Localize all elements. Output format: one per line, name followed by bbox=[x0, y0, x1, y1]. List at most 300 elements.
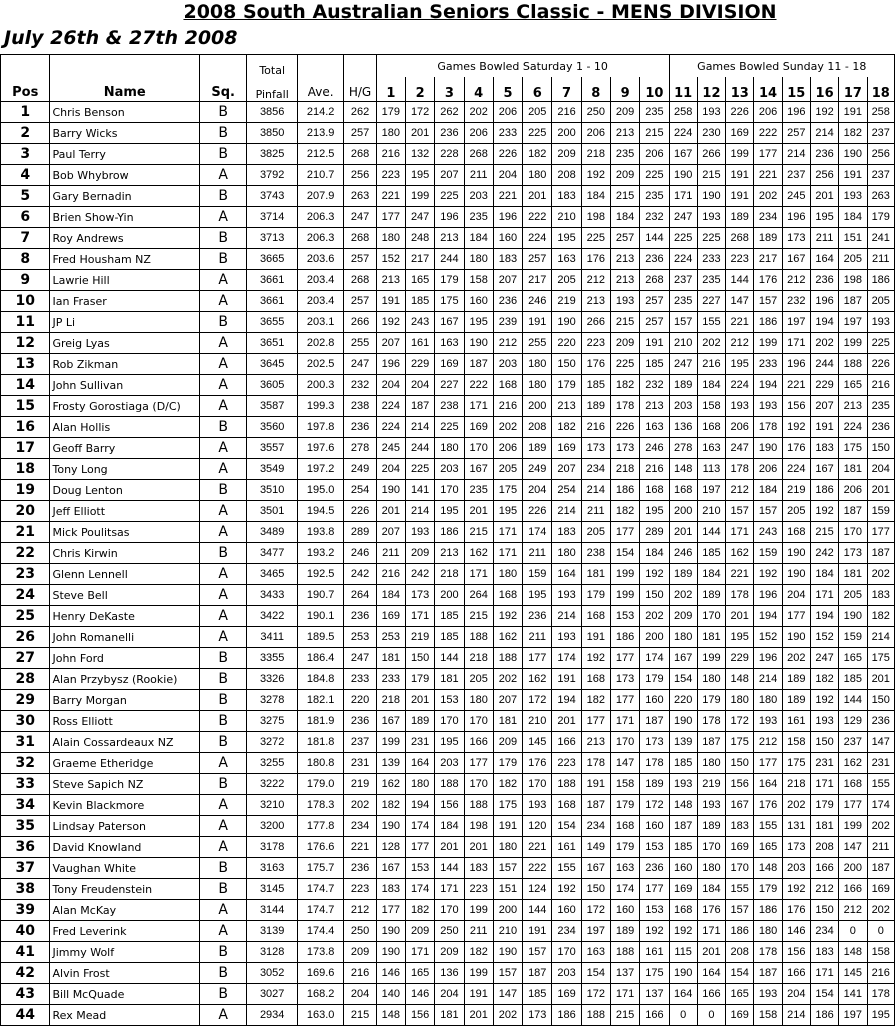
table-row bbox=[1, 375, 895, 396]
average-cell: 186.4 bbox=[297, 648, 343, 669]
game-score-cell-8: 178 bbox=[581, 753, 610, 774]
game-score-cell-9: 174 bbox=[610, 879, 639, 900]
game-score-cell-6: 145 bbox=[523, 732, 552, 753]
bowler-name-cell: Brien Show-Yin bbox=[50, 207, 199, 228]
game-score-cell-1: 140 bbox=[376, 984, 405, 1005]
bowler-name-cell: Greig Lyas bbox=[50, 333, 199, 354]
table-row bbox=[1, 858, 895, 879]
game-score-cell-4: 215 bbox=[464, 522, 493, 543]
game-score-cell-12: 176 bbox=[697, 900, 725, 921]
game-score-cell-6: 255 bbox=[523, 333, 552, 354]
game-score-cell-16: 256 bbox=[810, 165, 838, 186]
game-score-cell-5: 226 bbox=[493, 144, 522, 165]
game-score-cell-10: 232 bbox=[640, 207, 669, 228]
game-score-cell-3: 207 bbox=[435, 165, 464, 186]
game-score-cell-5: 171 bbox=[493, 543, 522, 564]
game-score-cell-1: 224 bbox=[376, 417, 405, 438]
game-score-cell-2: 174 bbox=[405, 879, 434, 900]
bowler-name-cell: John Ford bbox=[50, 648, 199, 669]
game-score-cell-16: 167 bbox=[810, 459, 838, 480]
squad-cell: B bbox=[199, 480, 246, 501]
bowler-name-cell: David Knowland bbox=[50, 837, 199, 858]
game-score-cell-18: 187 bbox=[867, 543, 895, 564]
game-score-cell-15: 212 bbox=[782, 270, 810, 291]
game-score-cell-8: 218 bbox=[581, 144, 610, 165]
game-score-cell-11: 190 bbox=[669, 711, 697, 732]
game-score-cell-13: 169 bbox=[726, 1005, 754, 1026]
game-score-cell-15: 196 bbox=[782, 102, 810, 123]
game-score-cell-16: 215 bbox=[810, 522, 838, 543]
game-score-cell-9: 215 bbox=[610, 312, 639, 333]
squad-cell: B bbox=[199, 690, 246, 711]
game-score-cell-3: 228 bbox=[435, 144, 464, 165]
game-score-cell-18: 236 bbox=[867, 711, 895, 732]
position-cell: 37 bbox=[1, 858, 50, 879]
game-score-cell-13: 193 bbox=[726, 396, 754, 417]
table-row bbox=[1, 417, 895, 438]
hg-header: H/G bbox=[344, 77, 376, 102]
game-score-cell-17: 198 bbox=[839, 270, 867, 291]
game-score-cell-13: 223 bbox=[726, 249, 754, 270]
game-score-cell-16: 211 bbox=[810, 228, 838, 249]
game-score-cell-10: 236 bbox=[640, 858, 669, 879]
game-score-cell-11: 190 bbox=[669, 165, 697, 186]
game-score-cell-10: 150 bbox=[640, 585, 669, 606]
average-cell: 197.2 bbox=[297, 459, 343, 480]
game-score-cell-7: 208 bbox=[552, 165, 581, 186]
game-score-cell-14: 193 bbox=[754, 984, 782, 1005]
game-score-cell-17: 165 bbox=[839, 648, 867, 669]
game-score-cell-1: 184 bbox=[376, 585, 405, 606]
game-score-cell-4: 162 bbox=[464, 543, 493, 564]
game-score-cell-4: 211 bbox=[464, 921, 493, 942]
game-score-cell-8: 163 bbox=[581, 942, 610, 963]
game-score-cell-12: 180 bbox=[697, 753, 725, 774]
bowler-name-cell: Alvin Frost bbox=[50, 963, 199, 984]
game-score-cell-9: 186 bbox=[610, 480, 639, 501]
game-score-cell-7: 161 bbox=[552, 837, 581, 858]
game-score-cell-17: 185 bbox=[839, 669, 867, 690]
game-score-cell-9: 209 bbox=[610, 102, 639, 123]
game-score-cell-12: 158 bbox=[697, 396, 725, 417]
game-score-cell-8: 234 bbox=[581, 816, 610, 837]
position-cell: 16 bbox=[1, 417, 50, 438]
high-game-cell: 254 bbox=[344, 480, 376, 501]
bowler-name-cell: Roy Andrews bbox=[50, 228, 199, 249]
average-cell: 176.6 bbox=[297, 837, 343, 858]
game-score-cell-11: 168 bbox=[669, 900, 697, 921]
position-cell: 34 bbox=[1, 795, 50, 816]
total-pinfall-cell: 3275 bbox=[247, 711, 298, 732]
game-score-cell-3: 185 bbox=[435, 627, 464, 648]
total-pinfall-cell: 3278 bbox=[247, 690, 298, 711]
game-score-cell-12: 164 bbox=[697, 963, 725, 984]
game-score-cell-8: 211 bbox=[581, 501, 610, 522]
game-score-cell-13: 191 bbox=[726, 186, 754, 207]
game-score-cell-10: 153 bbox=[640, 837, 669, 858]
game-score-cell-12: 225 bbox=[697, 228, 725, 249]
game-score-cell-12: 180 bbox=[697, 858, 725, 879]
game-score-cell-2: 209 bbox=[405, 543, 434, 564]
position-cell: 26 bbox=[1, 627, 50, 648]
average-cell: 193.2 bbox=[297, 543, 343, 564]
total-pinfall-cell: 3655 bbox=[247, 312, 298, 333]
game-score-cell-6: 217 bbox=[523, 270, 552, 291]
game-score-cell-13: 171 bbox=[726, 522, 754, 543]
bowler-name-cell: Chris Kirwin bbox=[50, 543, 199, 564]
game-score-cell-18: 226 bbox=[867, 354, 895, 375]
game-score-cell-16: 150 bbox=[810, 732, 838, 753]
game-score-cell-1: 216 bbox=[376, 144, 405, 165]
game-score-cell-14: 158 bbox=[754, 1005, 782, 1026]
total-pinfall-cell: 3465 bbox=[247, 564, 298, 585]
game-score-cell-5: 188 bbox=[493, 648, 522, 669]
game-score-cell-7: 150 bbox=[552, 354, 581, 375]
game-score-cell-6: 120 bbox=[523, 816, 552, 837]
game-score-cell-16: 150 bbox=[810, 900, 838, 921]
game-score-cell-14: 202 bbox=[754, 186, 782, 207]
game-score-cell-18: 175 bbox=[867, 648, 895, 669]
game-score-cell-8: 185 bbox=[581, 375, 610, 396]
game-score-cell-16: 182 bbox=[810, 669, 838, 690]
game-score-cell-7: 195 bbox=[552, 228, 581, 249]
game-score-cell-7: 194 bbox=[552, 690, 581, 711]
game-score-cell-1: 148 bbox=[376, 1005, 405, 1026]
game-score-cell-2: 243 bbox=[405, 312, 434, 333]
game-score-cell-9: 199 bbox=[610, 564, 639, 585]
game-score-cell-1: 146 bbox=[376, 963, 405, 984]
game-score-cell-18: 214 bbox=[867, 627, 895, 648]
game-score-cell-11: 171 bbox=[669, 186, 697, 207]
average-cell: 206.3 bbox=[297, 228, 343, 249]
game-score-cell-3: 218 bbox=[435, 564, 464, 585]
game-score-cell-8: 213 bbox=[581, 291, 610, 312]
game-score-cell-17: 168 bbox=[839, 774, 867, 795]
total-pinfall-cell: 3477 bbox=[247, 543, 298, 564]
position-cell: 44 bbox=[1, 1005, 50, 1026]
position-cell: 32 bbox=[1, 753, 50, 774]
game-score-cell-9: 226 bbox=[610, 417, 639, 438]
game-score-cell-5: 191 bbox=[493, 816, 522, 837]
table-row bbox=[1, 984, 895, 1005]
game-score-cell-5: 202 bbox=[493, 417, 522, 438]
game-score-cell-5: 175 bbox=[493, 480, 522, 501]
bowler-name-cell: Gary Bernadin bbox=[50, 186, 199, 207]
game-score-cell-5: 202 bbox=[493, 1005, 522, 1026]
game-score-cell-18: 193 bbox=[867, 312, 895, 333]
game-score-cell-11: 148 bbox=[669, 795, 697, 816]
game-score-cell-8: 213 bbox=[581, 732, 610, 753]
game-score-cell-12: 193 bbox=[697, 795, 725, 816]
position-cell: 8 bbox=[1, 249, 50, 270]
game-score-cell-7: 179 bbox=[552, 375, 581, 396]
game-score-cell-13: 178 bbox=[726, 459, 754, 480]
game-score-cell-8: 184 bbox=[581, 186, 610, 207]
bowler-name-cell: Graeme Etheridge bbox=[50, 753, 199, 774]
game-score-cell-7: 190 bbox=[552, 312, 581, 333]
position-cell: 11 bbox=[1, 312, 50, 333]
game-score-cell-9: 163 bbox=[610, 858, 639, 879]
squad-cell: B bbox=[199, 963, 246, 984]
game-score-cell-16: 194 bbox=[810, 312, 838, 333]
game-score-cell-18: 202 bbox=[867, 900, 895, 921]
game-score-cell-11: 202 bbox=[669, 585, 697, 606]
game-score-cell-13: 183 bbox=[726, 816, 754, 837]
game-score-cell-6: 210 bbox=[523, 711, 552, 732]
game-score-cell-16: 236 bbox=[810, 270, 838, 291]
total-pinfall-cell: 3549 bbox=[247, 459, 298, 480]
game-score-cell-2: 173 bbox=[405, 585, 434, 606]
average-cell: 178.3 bbox=[297, 795, 343, 816]
game-score-cell-9: 213 bbox=[610, 249, 639, 270]
game-score-cell-17: 181 bbox=[839, 564, 867, 585]
high-game-cell: 236 bbox=[344, 711, 376, 732]
game-score-cell-14: 233 bbox=[754, 354, 782, 375]
high-game-cell: 268 bbox=[344, 144, 376, 165]
high-game-cell: 238 bbox=[344, 396, 376, 417]
game-score-cell-15: 205 bbox=[782, 501, 810, 522]
game-score-cell-8: 168 bbox=[581, 669, 610, 690]
game-score-cell-6: 124 bbox=[523, 879, 552, 900]
bowler-name-cell: Vaughan White bbox=[50, 858, 199, 879]
game-score-cell-1: 196 bbox=[376, 354, 405, 375]
game-header-7: 7 bbox=[552, 77, 581, 102]
position-cell: 10 bbox=[1, 291, 50, 312]
game-score-cell-16: 171 bbox=[810, 585, 838, 606]
bowler-name-cell: Geoff Barry bbox=[50, 438, 199, 459]
game-score-cell-10: 192 bbox=[640, 564, 669, 585]
game-score-cell-10: 177 bbox=[640, 879, 669, 900]
game-score-cell-1: 201 bbox=[376, 501, 405, 522]
sq-header: Sq. bbox=[199, 77, 246, 102]
game-score-cell-14: 157 bbox=[754, 291, 782, 312]
bowler-name-cell: Henry DeKaste bbox=[50, 606, 199, 627]
game-score-cell-9: 213 bbox=[610, 123, 639, 144]
game-score-cell-4: 264 bbox=[464, 585, 493, 606]
game-score-cell-13: 195 bbox=[726, 627, 754, 648]
game-score-cell-10: 191 bbox=[640, 333, 669, 354]
game-score-cell-10: 184 bbox=[640, 543, 669, 564]
game-score-cell-6: 257 bbox=[523, 249, 552, 270]
game-score-cell-17: 205 bbox=[839, 585, 867, 606]
game-score-cell-13: 201 bbox=[726, 606, 754, 627]
game-score-cell-4: 218 bbox=[464, 648, 493, 669]
game-score-cell-3: 225 bbox=[435, 186, 464, 207]
table-row bbox=[1, 648, 895, 669]
game-score-cell-4: 184 bbox=[464, 228, 493, 249]
game-score-cell-1: 190 bbox=[376, 480, 405, 501]
game-score-cell-9: 184 bbox=[610, 207, 639, 228]
table-row bbox=[1, 669, 895, 690]
game-score-cell-5: 239 bbox=[493, 312, 522, 333]
table-row bbox=[1, 690, 895, 711]
game-score-cell-15: 237 bbox=[782, 165, 810, 186]
squad-cell: B bbox=[199, 312, 246, 333]
game-score-cell-5: 221 bbox=[493, 186, 522, 207]
game-score-cell-10: 137 bbox=[640, 984, 669, 1005]
game-score-cell-2: 174 bbox=[405, 816, 434, 837]
game-score-cell-14: 196 bbox=[754, 648, 782, 669]
game-score-cell-4: 177 bbox=[464, 753, 493, 774]
total-pinfall-cell: 3661 bbox=[247, 291, 298, 312]
game-score-cell-10: 160 bbox=[640, 816, 669, 837]
game-score-cell-2: 195 bbox=[405, 165, 434, 186]
game-score-cell-13: 212 bbox=[726, 480, 754, 501]
average-cell: 190.1 bbox=[297, 606, 343, 627]
game-score-cell-5: 210 bbox=[493, 921, 522, 942]
game-score-cell-6: 144 bbox=[523, 900, 552, 921]
average-cell: 180.8 bbox=[297, 753, 343, 774]
bowler-name-cell: Paul Terry bbox=[50, 144, 199, 165]
game-score-cell-13: 191 bbox=[726, 165, 754, 186]
game-score-cell-3: 244 bbox=[435, 249, 464, 270]
game-score-cell-7: 186 bbox=[552, 1005, 581, 1026]
game-score-cell-4: 187 bbox=[464, 354, 493, 375]
game-score-cell-18: 237 bbox=[867, 123, 895, 144]
game-score-cell-4: 215 bbox=[464, 606, 493, 627]
high-game-cell: 236 bbox=[344, 417, 376, 438]
game-score-cell-8: 234 bbox=[581, 459, 610, 480]
game-score-cell-15: 203 bbox=[782, 858, 810, 879]
game-score-cell-4: 201 bbox=[464, 1005, 493, 1026]
game-score-cell-13: 221 bbox=[726, 564, 754, 585]
game-score-cell-14: 187 bbox=[754, 963, 782, 984]
game-header-12: 12 bbox=[697, 77, 725, 102]
squad-cell: A bbox=[199, 207, 246, 228]
game-score-cell-8: 188 bbox=[581, 1005, 610, 1026]
game-score-cell-15: 175 bbox=[782, 753, 810, 774]
game-score-cell-14: 186 bbox=[754, 312, 782, 333]
game-score-cell-15: 192 bbox=[782, 879, 810, 900]
position-cell: 30 bbox=[1, 711, 50, 732]
game-score-cell-15: 173 bbox=[782, 228, 810, 249]
total-pinfall-cell: 3027 bbox=[247, 984, 298, 1005]
squad-cell: A bbox=[199, 606, 246, 627]
game-score-cell-11: 168 bbox=[669, 480, 697, 501]
game-score-cell-6: 195 bbox=[523, 585, 552, 606]
game-score-cell-12: 189 bbox=[697, 585, 725, 606]
game-score-cell-14: 176 bbox=[754, 270, 782, 291]
table-row bbox=[1, 102, 895, 123]
game-score-cell-9: 225 bbox=[610, 354, 639, 375]
position-cell: 23 bbox=[1, 564, 50, 585]
game-score-cell-1: 245 bbox=[376, 438, 405, 459]
game-score-cell-3: 236 bbox=[435, 123, 464, 144]
game-score-cell-10: 236 bbox=[640, 249, 669, 270]
game-score-cell-14: 206 bbox=[754, 102, 782, 123]
table-row bbox=[1, 480, 895, 501]
game-score-cell-13: 154 bbox=[726, 963, 754, 984]
game-header-3: 3 bbox=[435, 77, 464, 102]
game-score-cell-16: 202 bbox=[810, 333, 838, 354]
game-score-cell-6: 191 bbox=[523, 921, 552, 942]
bowler-name-cell: Fred Housham NZ bbox=[50, 249, 199, 270]
game-score-cell-7: 191 bbox=[552, 669, 581, 690]
game-score-cell-16: 166 bbox=[810, 858, 838, 879]
game-score-cell-15: 204 bbox=[782, 984, 810, 1005]
game-score-cell-15: 131 bbox=[782, 816, 810, 837]
squad-cell: A bbox=[199, 1005, 246, 1026]
game-score-cell-14: 177 bbox=[754, 753, 782, 774]
table-row bbox=[1, 900, 895, 921]
game-score-cell-8: 173 bbox=[581, 438, 610, 459]
bowler-name-cell: Barry Wicks bbox=[50, 123, 199, 144]
game-score-cell-16: 196 bbox=[810, 291, 838, 312]
game-score-cell-7: 214 bbox=[552, 501, 581, 522]
game-score-cell-12: 233 bbox=[697, 249, 725, 270]
game-score-cell-3: 167 bbox=[435, 312, 464, 333]
bowler-name-cell: Jeff Elliott bbox=[50, 501, 199, 522]
game-score-cell-3: 195 bbox=[435, 501, 464, 522]
game-score-cell-2: 214 bbox=[405, 417, 434, 438]
game-score-cell-10: 195 bbox=[640, 501, 669, 522]
game-score-cell-1: 218 bbox=[376, 690, 405, 711]
average-cell: 202.8 bbox=[297, 333, 343, 354]
bowler-name-cell: Glenn Lennell bbox=[50, 564, 199, 585]
table-row bbox=[1, 186, 895, 207]
game-score-cell-8: 214 bbox=[581, 480, 610, 501]
game-score-cell-18: 150 bbox=[867, 690, 895, 711]
game-score-cell-15: 219 bbox=[782, 480, 810, 501]
game-score-cell-13: 144 bbox=[726, 270, 754, 291]
game-score-cell-1: 192 bbox=[376, 312, 405, 333]
game-score-cell-13: 162 bbox=[726, 543, 754, 564]
game-score-cell-1: 207 bbox=[376, 522, 405, 543]
total-pinfall-cell: 3144 bbox=[247, 900, 298, 921]
game-score-cell-5: 200 bbox=[493, 900, 522, 921]
squad-cell: A bbox=[199, 795, 246, 816]
table-row bbox=[1, 123, 895, 144]
game-score-cell-12: 155 bbox=[697, 312, 725, 333]
game-score-cell-14: 180 bbox=[754, 921, 782, 942]
game-score-cell-9: 154 bbox=[610, 543, 639, 564]
position-cell: 13 bbox=[1, 354, 50, 375]
game-score-cell-10: 189 bbox=[640, 774, 669, 795]
game-score-cell-1: 180 bbox=[376, 228, 405, 249]
game-score-cell-2: 248 bbox=[405, 228, 434, 249]
game-score-cell-5: 180 bbox=[493, 837, 522, 858]
game-score-cell-1: 139 bbox=[376, 753, 405, 774]
game-score-cell-10: 175 bbox=[640, 963, 669, 984]
squad-cell: A bbox=[199, 921, 246, 942]
game-score-cell-11: 157 bbox=[669, 312, 697, 333]
game-score-cell-18: 147 bbox=[867, 732, 895, 753]
game-score-cell-4: 180 bbox=[464, 249, 493, 270]
game-score-cell-3: 203 bbox=[435, 753, 464, 774]
total-pinfall-cell: 3272 bbox=[247, 732, 298, 753]
game-score-cell-10: 163 bbox=[640, 417, 669, 438]
game-score-cell-13: 169 bbox=[726, 123, 754, 144]
squad-cell: A bbox=[199, 900, 246, 921]
game-score-cell-8: 172 bbox=[581, 984, 610, 1005]
game-score-cell-4: 188 bbox=[464, 795, 493, 816]
game-score-cell-1: 207 bbox=[376, 333, 405, 354]
position-cell: 27 bbox=[1, 648, 50, 669]
game-score-cell-17: 190 bbox=[839, 144, 867, 165]
game-score-cell-6: 222 bbox=[523, 858, 552, 879]
squad-cell: B bbox=[199, 102, 246, 123]
pos-header-top bbox=[1, 55, 50, 78]
game-score-cell-7: 183 bbox=[552, 186, 581, 207]
game-score-cell-18: 186 bbox=[867, 270, 895, 291]
high-game-cell: 250 bbox=[344, 921, 376, 942]
game-score-cell-16: 201 bbox=[810, 186, 838, 207]
game-score-cell-11: 210 bbox=[669, 333, 697, 354]
game-score-cell-13: 172 bbox=[726, 711, 754, 732]
game-header-1: 1 bbox=[376, 77, 405, 102]
game-score-cell-3: 156 bbox=[435, 795, 464, 816]
game-score-cell-10: 173 bbox=[640, 732, 669, 753]
